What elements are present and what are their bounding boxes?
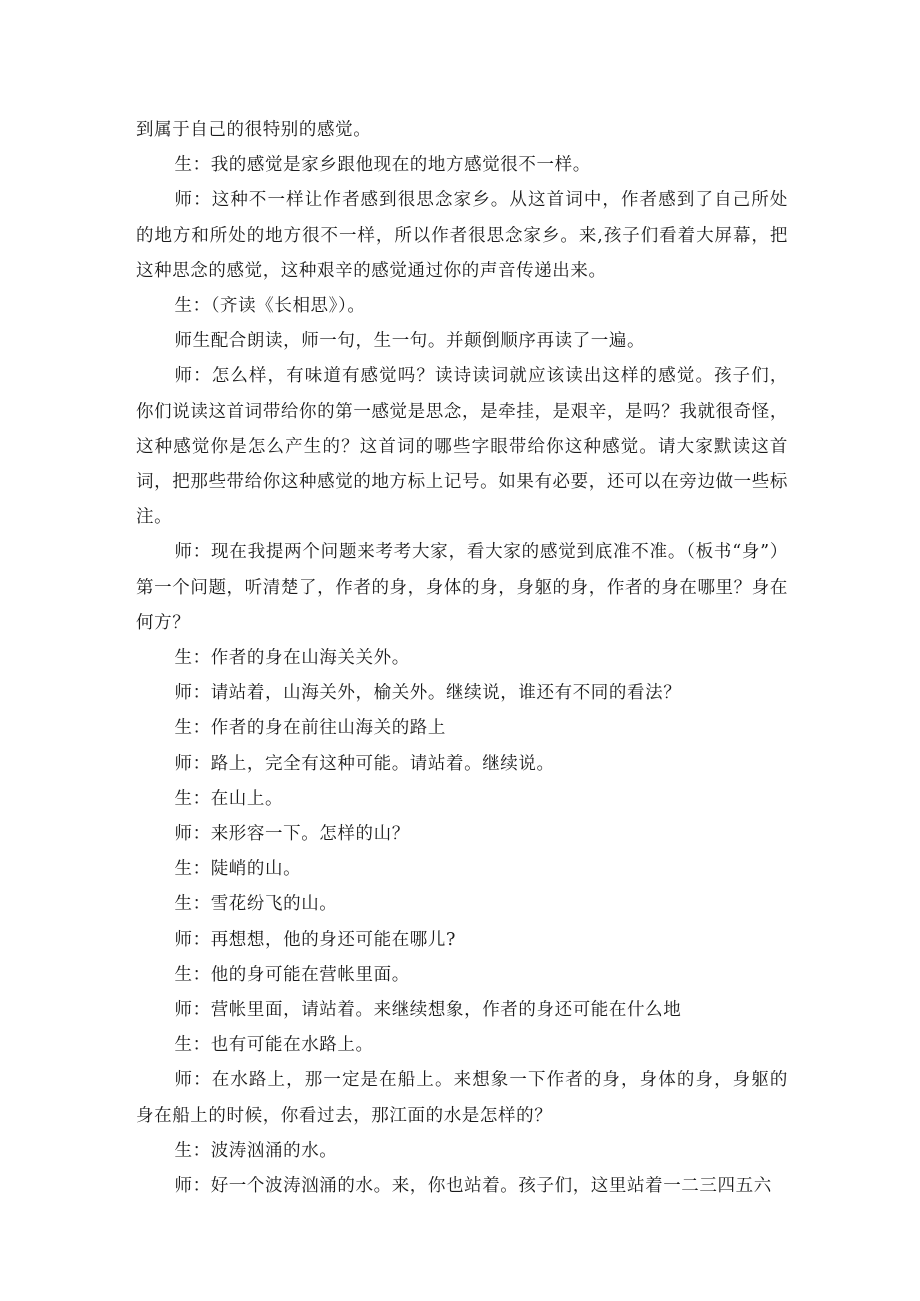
paragraph: 师：怎么样，有味道有感觉吗？读诗读词就应该读出这样的感觉。孩子们，你们说读这首词带给你的第一感觉是思念，是牵挂，是艰辛，是吗？我就很奇怪，这种感觉你是怎么产生的？这首词的哪些字眼带给你这种感觉。请大家默读这首词，把那些带给你这种感觉的地方标上记号。如果有必要，还可以在旁边做一些标注。	[136, 366, 788, 528]
paragraph: 生：波涛汹涌的水。	[174, 1140, 338, 1161]
paragraph: 师：在水路上，那一定是在船上。来想象一下作者的身，身体的身，身躯的身在船上的时候，你看过去，那江面的水是怎样的？	[136, 1070, 788, 1126]
paragraph: 生：（齐读《长相思》）。	[174, 296, 366, 317]
paragraph: 师：来形容一下。怎样的山？	[174, 824, 410, 845]
paragraph: 师：再想想，他的身还可能在哪儿?	[174, 929, 456, 950]
paragraph: 生：雪花纷飞的山。	[174, 894, 338, 915]
paragraph: 生：作者的身在前往山海关的路上	[174, 718, 446, 739]
paragraph: 到属于自己的很特别的感觉。	[136, 120, 372, 140]
paragraph: 师：路上，完全有这种可能。请站着。继续说。	[174, 753, 555, 774]
paragraph: 生：在山上。	[174, 788, 284, 809]
document-body	[136, 113, 788, 1204]
paragraph: 师生配合朗读，师一句，生一句。并颠倒顺序再读了一遍。	[174, 331, 646, 352]
paragraph: 师：营帐里面，请站着。来继续想象，作者的身还可能在什么地	[174, 1000, 682, 1021]
paragraph: 生：也有可能在水路上。	[174, 1035, 374, 1056]
paragraph: 师：好一个波涛汹涌的水。来，你也站着。孩子们，这里站着一二三四五六	[174, 1176, 772, 1197]
paragraph: 生：作者的身在山海关关外。	[174, 648, 410, 669]
paragraph: 师：请站着，山海关外，榆关外。继续说，谁还有不同的看法？	[174, 683, 682, 704]
paragraph: 生：他的身可能在营帐里面。	[174, 964, 410, 985]
paragraph: 师：这种不一样让作者感到很思念家乡。从这首词中，作者感到了自己所处的地方和所处的地方很不一样，所以作者很思念家乡。来,孩子们看着大屏幕，把这种思念的感觉，这种艰辛的感觉通过你的声音传递出来。	[136, 190, 788, 281]
paragraph: 生：陡峭的山。	[174, 859, 302, 880]
paragraph: 师：现在我提两个问题来考考大家，看大家的感觉到底准不准。（板书“身”）第一个问题，听清楚了，作者的身，身体的身，身躯的身，作者的身在哪里？身在何方？	[136, 542, 788, 633]
paragraph: 生：我的感觉是家乡跟他现在的地方感觉很不一样。	[174, 155, 591, 176]
